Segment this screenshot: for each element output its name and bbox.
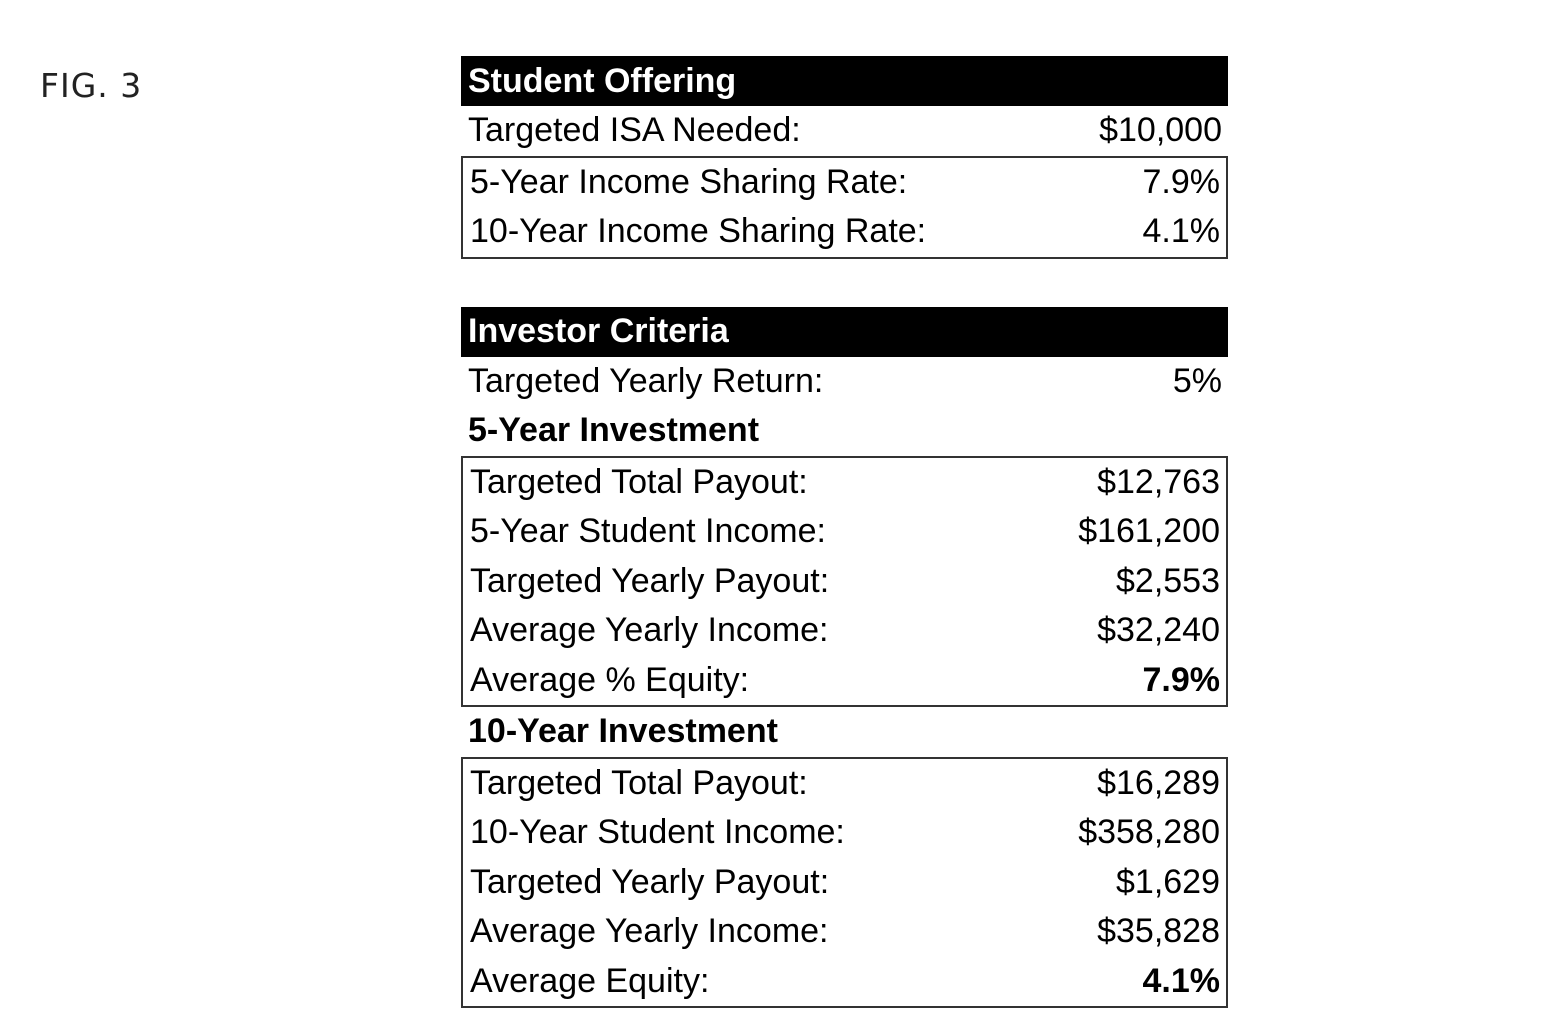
figure-label: FIG. 3	[40, 66, 143, 105]
subheading-label: 10-Year Investment	[468, 712, 778, 751]
table-row	[463, 808, 1226, 858]
row-label: Targeted Total Payout:	[470, 462, 808, 501]
row-label: Targeted ISA Needed:	[468, 111, 801, 150]
table-row	[461, 106, 1228, 156]
table-row	[461, 357, 1228, 407]
table-row	[463, 207, 1226, 257]
row-label: Average Yearly Income:	[470, 912, 829, 951]
row-value: $16,289	[1097, 763, 1220, 802]
table-row	[463, 759, 1226, 809]
income-sharing-rates-box	[461, 156, 1228, 259]
table-row	[463, 656, 1226, 706]
table-row	[463, 606, 1226, 656]
section-header-investor-criteria: Investor Criteria	[461, 307, 1228, 357]
subheading-ten-year	[461, 707, 1228, 757]
row-label: Average Equity:	[470, 961, 710, 1000]
table-row	[463, 957, 1226, 1007]
row-value: 4.1%	[1142, 212, 1220, 251]
row-label: 10-Year Income Sharing Rate:	[470, 212, 927, 251]
row-label: Average % Equity:	[470, 660, 750, 699]
table-row	[463, 458, 1226, 508]
row-value: $35,828	[1097, 912, 1220, 951]
table-row	[463, 158, 1226, 208]
row-value: $2,553	[1116, 561, 1220, 600]
row-label: 5-Year Income Sharing Rate:	[470, 162, 908, 201]
row-label: 5-Year Student Income:	[470, 512, 826, 551]
row-value-highlight: 7.9%	[1142, 660, 1220, 699]
section-header-student-offering: Student Offering	[461, 56, 1228, 106]
row-value: $161,200	[1078, 512, 1220, 551]
row-value-highlight: 4.1%	[1142, 961, 1220, 1000]
row-value: $32,240	[1097, 611, 1220, 650]
table-row	[463, 557, 1226, 607]
subheading-five-year	[461, 406, 1228, 456]
table-row	[463, 858, 1226, 908]
row-value: $10,000	[1099, 111, 1222, 150]
table-row	[463, 907, 1226, 957]
row-value: $1,629	[1116, 862, 1220, 901]
row-label: Targeted Total Payout:	[470, 763, 808, 802]
row-value: 5%	[1172, 361, 1222, 400]
row-label: Targeted Yearly Payout:	[470, 862, 830, 901]
spreadsheet-table	[461, 56, 1228, 1008]
subheading-label: 5-Year Investment	[468, 411, 760, 450]
row-label: 10-Year Student Income:	[470, 813, 845, 852]
row-label: Targeted Yearly Payout:	[470, 561, 830, 600]
section-spacer	[461, 259, 1228, 307]
row-value: $358,280	[1078, 813, 1220, 852]
ten-year-investment-box	[461, 757, 1228, 1009]
table-row	[463, 507, 1226, 557]
five-year-investment-box	[461, 456, 1228, 708]
row-value: 7.9%	[1142, 162, 1220, 201]
row-value: $12,763	[1097, 462, 1220, 501]
row-label: Average Yearly Income:	[470, 611, 829, 650]
row-label: Targeted Yearly Return:	[468, 361, 824, 400]
